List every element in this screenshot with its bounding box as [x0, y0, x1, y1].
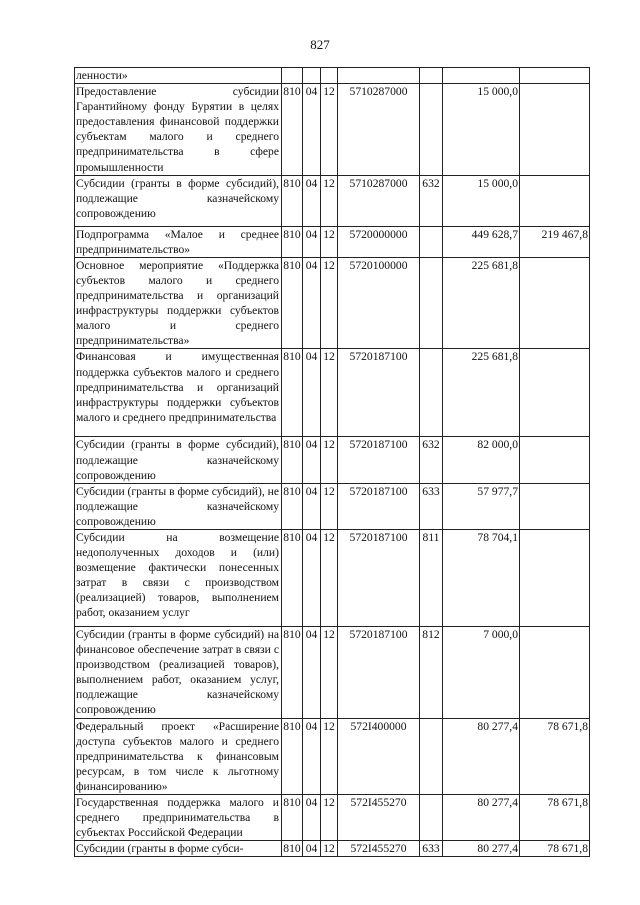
cell-pr: 12 [321, 84, 338, 176]
cell-sum2 [520, 349, 590, 437]
table-row [75, 257, 590, 349]
cell-csr: 5720187100 [338, 437, 420, 483]
cell-gr [282, 68, 303, 84]
cell-sum1: 15 000,0 [443, 84, 520, 176]
cell-csr: 572I455270 [338, 841, 420, 857]
cell-csr [338, 68, 420, 84]
table-row [75, 175, 590, 226]
cell-sum2 [520, 84, 590, 176]
table-row [75, 483, 590, 529]
cell-rz: 04 [303, 718, 321, 794]
table-row [75, 841, 590, 857]
cell-csr: 5720187100 [338, 529, 420, 626]
cell-sum1: 225 681,8 [443, 257, 520, 349]
cell-gr: 810 [282, 626, 303, 718]
cell-pr: 12 [321, 349, 338, 437]
cell-sum2: 78 671,8 [520, 795, 590, 841]
cell-desc: Государственная поддержка малого и среднего предпринимательства в субъектах Российской Федерации [75, 795, 282, 841]
cell-desc: Субсидии (гранты в форме субсидий) на финансовое обеспечение затрат в связи с производством (реализацией товаров), выполнением работ, оказанием услуг, подлежащие казначейскому сопровождению [75, 626, 282, 718]
cell-pr: 12 [321, 437, 338, 483]
cell-vr: 632 [420, 437, 443, 483]
cell-sum2 [520, 257, 590, 349]
cell-desc: Субсидии (гранты в форме субсидий), подлежащие казначейскому сопровождению [75, 175, 282, 226]
cell-gr: 810 [282, 795, 303, 841]
table-row [75, 718, 590, 794]
cell-sum1: 80 277,4 [443, 795, 520, 841]
cell-pr: 12 [321, 175, 338, 226]
cell-desc: Финансовая и имущественная поддержка субъектов малого и среднего предпринимательства и организаций инфраструктуры поддержки субъектов малого и среднего предпринимательства [75, 349, 282, 437]
cell-pr: 12 [321, 718, 338, 794]
cell-csr: 5720100000 [338, 257, 420, 349]
cell-desc: Субсидии на возмещение недополученных доходов и (или) возмещение фактически понесенных затрат в связи с производством (реализацией) товаров, выполнением работ, оказанием услуг [75, 529, 282, 626]
cell-pr: 12 [321, 226, 338, 257]
cell-vr [420, 349, 443, 437]
cell-gr: 810 [282, 349, 303, 437]
cell-pr: 12 [321, 795, 338, 841]
table-body [75, 68, 590, 857]
cell-rz: 04 [303, 257, 321, 349]
cell-pr: 12 [321, 841, 338, 857]
cell-csr: 572I400000 [338, 718, 420, 794]
cell-vr [420, 84, 443, 176]
cell-sum2: 78 671,8 [520, 841, 590, 857]
cell-sum2 [520, 483, 590, 529]
cell-sum2 [520, 626, 590, 718]
cell-gr: 810 [282, 437, 303, 483]
cell-sum1: 80 277,4 [443, 841, 520, 857]
cell-sum1: 7 000,0 [443, 626, 520, 718]
cell-vr [420, 226, 443, 257]
cell-gr: 810 [282, 226, 303, 257]
cell-vr: 633 [420, 483, 443, 529]
cell-vr [420, 257, 443, 349]
cell-desc: Субсидии (гранты в форме субсидий), не подлежащие казначейскому сопровождению [75, 483, 282, 529]
cell-sum1: 82 000,0 [443, 437, 520, 483]
cell-desc: Субсидии (гранты в форме субси- [75, 841, 282, 857]
cell-vr: 811 [420, 529, 443, 626]
cell-sum1: 80 277,4 [443, 718, 520, 794]
cell-desc: Основное мероприятие «Поддержка субъектов малого и среднего предпринимательства и организаций инфраструктуры поддержки субъектов малого и среднего предпринимательства» [75, 257, 282, 349]
page-number: 827 [310, 37, 330, 52]
cell-rz: 04 [303, 626, 321, 718]
cell-pr: 12 [321, 483, 338, 529]
cell-vr: 632 [420, 175, 443, 226]
cell-sum2 [520, 175, 590, 226]
cell-csr: 5710287000 [338, 84, 420, 176]
cell-desc: Субсидии (гранты в форме субсидий), подлежащие казначейскому сопровождению [75, 437, 282, 483]
cell-csr: 5710287000 [338, 175, 420, 226]
cell-pr: 12 [321, 626, 338, 718]
cell-csr: 5720187100 [338, 349, 420, 437]
cell-desc: Предоставление субсидии Гарантийному фонду Бурятии в целях предоставления финансовой поддержки субъектам малого и среднего предпринимательства в сфере промышленности [75, 84, 282, 176]
cell-rz [303, 68, 321, 84]
cell-csr: 572I455270 [338, 795, 420, 841]
cell-rz: 04 [303, 841, 321, 857]
cell-gr: 810 [282, 483, 303, 529]
cell-rz: 04 [303, 84, 321, 176]
cell-desc: ленности» [75, 68, 282, 84]
cell-sum1: 78 704,1 [443, 529, 520, 626]
table-row [75, 529, 590, 626]
cell-sum1 [443, 68, 520, 84]
cell-gr: 810 [282, 175, 303, 226]
cell-sum2: 219 467,8 [520, 226, 590, 257]
budget-table [74, 67, 590, 857]
cell-pr: 12 [321, 529, 338, 626]
cell-rz: 04 [303, 226, 321, 257]
cell-sum1: 57 977,7 [443, 483, 520, 529]
table-row [75, 226, 590, 257]
cell-gr: 810 [283, 842, 301, 856]
cell-sum1: 449 628,7 [443, 226, 520, 257]
table-row [75, 349, 590, 437]
table-row [75, 84, 590, 176]
table-row [75, 626, 590, 718]
cell-desc: Федеральный проект «Расширение доступа субъектов малого и среднего предпринимательства к финансовым ресурсам, в том числе к льготному финансированию» [75, 718, 282, 794]
cell-vr [420, 68, 443, 84]
cell-rz: 04 [303, 349, 321, 437]
cell-sum2 [520, 437, 590, 483]
cell-rz: 04 [303, 483, 321, 529]
cell-vr: 633 [420, 841, 443, 857]
cell-sum1: 15 000,0 [443, 175, 520, 226]
cell-vr [420, 795, 443, 841]
cell-gr: 810 [282, 257, 303, 349]
cell-rz: 04 [303, 437, 321, 483]
cell-vr: 812 [420, 626, 443, 718]
cell-gr: 810 [282, 529, 303, 626]
cell-desc: Подпрограмма «Малое и среднее предпринимательство» [75, 226, 282, 257]
cell-rz: 04 [303, 529, 321, 626]
cell-sum2 [520, 529, 590, 626]
cell-csr: 5720187100 [338, 626, 420, 718]
cell-pr: 12 [321, 257, 338, 349]
cell-sum1: 225 681,8 [443, 349, 520, 437]
cell-sum2: 78 671,8 [520, 718, 590, 794]
table-row [75, 795, 590, 841]
table-row [75, 437, 590, 483]
table-row [75, 68, 590, 84]
cell-rz: 04 [303, 175, 321, 226]
cell-vr [420, 718, 443, 794]
cell-gr: 810 [282, 718, 303, 794]
cell-rz: 04 [303, 795, 321, 841]
cell-pr [321, 68, 338, 84]
cell-gr: 810 [282, 84, 303, 176]
cell-csr: 5720000000 [338, 226, 420, 257]
cell-sum2 [520, 68, 590, 84]
cell-csr: 5720187100 [338, 483, 420, 529]
